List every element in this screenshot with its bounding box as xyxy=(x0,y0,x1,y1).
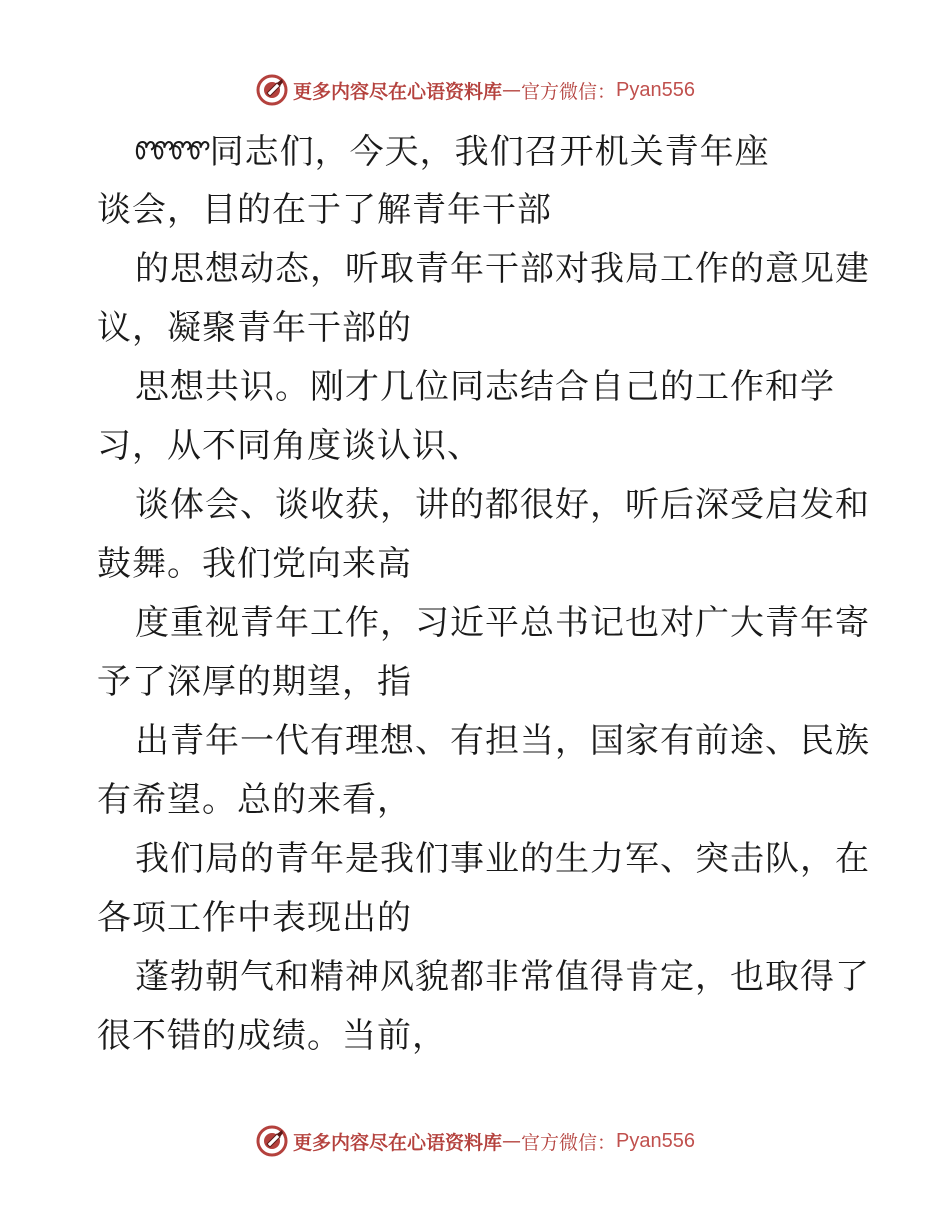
paragraph-line: 很不错的成绩。当前， xyxy=(97,1016,447,1056)
paragraph-line: 予了深厚的期望，指 xyxy=(97,662,412,702)
brand-logo-icon xyxy=(255,1124,289,1158)
watermark-wechat-label: 官方微信： xyxy=(521,80,617,103)
watermark-dash: — xyxy=(502,79,522,101)
watermark-dash: — xyxy=(502,1130,522,1152)
footer-watermark xyxy=(0,1121,950,1161)
paragraph-line: 谈会，目的在于了解青年干部 xyxy=(97,190,552,230)
brand-logo-icon xyxy=(255,73,289,107)
paragraph-line: 有希望。总的来看， xyxy=(97,780,412,820)
watermark-brand-text: 更多内容尽在心语资料库 xyxy=(293,80,503,103)
watermark-wechat-label: 官方微信： xyxy=(521,1131,617,1154)
document-body xyxy=(97,122,870,1066)
ornament-icon: ᏛᏛᏛᏛ xyxy=(135,137,208,165)
paragraph-line: 习，从不同角度谈认识、 xyxy=(97,426,482,466)
paragraph-line: 各项工作中表现出的 xyxy=(97,898,412,938)
paragraph-line: 我们局的青年是我们事业的生力军、突击队，在 xyxy=(135,839,870,879)
watermark-wechat-id: Pyan556 xyxy=(616,1129,695,1152)
paragraph-line: 鼓舞。我们党向来高 xyxy=(97,544,412,584)
paragraph-line: 的思想动态，听取青年干部对我局工作的意见建 xyxy=(135,249,870,289)
paragraph-line: 议，凝聚青年干部的 xyxy=(97,308,412,348)
paragraph-line: 思想共识。刚才几位同志结合自己的工作和学 xyxy=(135,367,835,407)
watermark-wechat-id: Pyan556 xyxy=(616,78,695,101)
watermark-brand-text: 更多内容尽在心语资料库 xyxy=(293,1131,503,1154)
header-watermark xyxy=(0,70,950,110)
paragraph-line: 谈体会、谈收获，讲的都很好，听后深受启发和 xyxy=(135,485,870,525)
paragraph-line xyxy=(97,122,857,181)
paragraph-line: 度重视青年工作，习近平总书记也对广大青年寄 xyxy=(135,603,870,643)
paragraph-line: 出青年一代有理想、有担当，国家有前途、民族 xyxy=(135,721,870,761)
paragraph-line: 蓬勃朝气和精神风貌都非常值得肯定，也取得了 xyxy=(135,957,870,997)
line-text: 同志们，今天，我们召开机关青年座 xyxy=(209,132,770,172)
